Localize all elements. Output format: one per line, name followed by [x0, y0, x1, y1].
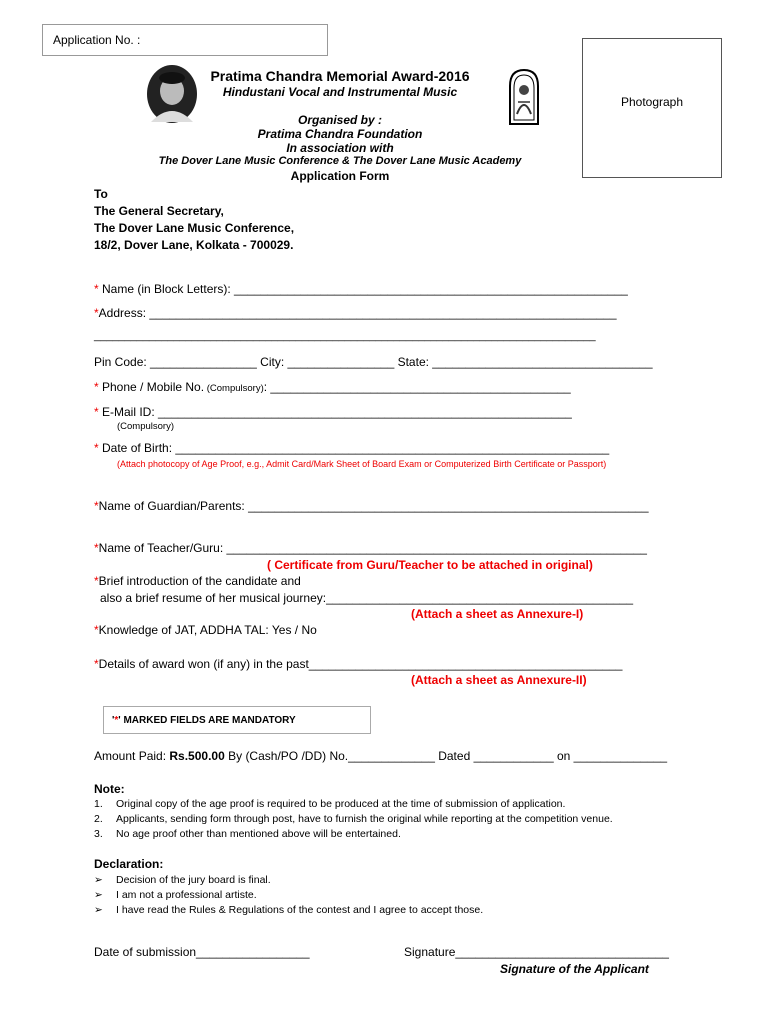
association-text: In association with — [286, 141, 394, 155]
annexure-2-note: (Attach a sheet as Annexure-II) — [411, 673, 587, 687]
required-star: * — [94, 574, 99, 588]
brief-resume-field[interactable]: also a brief resume of her musical journey:______________________________________________ — [100, 591, 634, 605]
note-title: Note: — [94, 782, 125, 796]
address-field-label: Address: ______________________________________________________________________ — [98, 306, 617, 320]
required-star: * — [94, 380, 99, 394]
guardian-field-label: Name of Guardian/Parents: ____________________________________________________________ — [98, 499, 649, 513]
teacher-field-label: Name of Teacher/Guru: _______________________________________________________________ — [98, 541, 647, 555]
phone-field-label: Phone / Mobile No. — [98, 380, 205, 394]
name-field-label: Name (in Block Letters): ___________________________________________________________ — [98, 282, 628, 296]
partners-text: The Dover Lane Music Conference & The Dover Lane Music Academy — [158, 155, 522, 167]
list-item — [94, 828, 613, 843]
quote-open: ' — [112, 715, 115, 726]
mandatory-notice-box — [103, 706, 371, 734]
organised-by: Organised by : — [297, 113, 383, 127]
foundation-name: Pratima Chandra Foundation — [257, 127, 423, 141]
list-item — [94, 889, 483, 904]
guardian-field[interactable] — [94, 499, 649, 513]
address-line-2: The Dover Lane Music Conference, — [94, 221, 295, 235]
note-text: No age proof other than mentioned above will be entertained. — [116, 828, 401, 840]
signature-field[interactable]: Signature________________________________ — [404, 945, 669, 959]
address-line-1: The General Secretary, — [94, 204, 224, 218]
address-line-3: 18/2, Dover Lane, Kolkata - 700029. — [94, 238, 294, 252]
required-star: * — [94, 541, 99, 555]
mandatory-star: * — [114, 715, 119, 726]
dob-proof-note: (Attach photocopy of Age Proof, e.g., Admit Card/Mark Sheet of Board Exam or Computerized Birth Certificate or Passport) — [117, 459, 607, 469]
amount-suffix: By (Cash/PO /DD) No._____________ Dated ____________ on ______________ — [224, 749, 668, 763]
application-no-box[interactable] — [42, 24, 328, 56]
amount-value: Rs.500.00 — [169, 749, 225, 763]
teacher-certificate-note: ( Certificate from Guru/Teacher to be attached in original) — [267, 558, 593, 572]
declaration-title: Declaration: — [94, 857, 164, 871]
required-star: * — [94, 499, 99, 513]
phone-field[interactable] — [94, 380, 571, 394]
declaration-text: I have read the Rules & Regulations of the contest and I agree to accept those. — [116, 904, 484, 916]
award-field[interactable] — [94, 657, 622, 671]
email-field[interactable] — [94, 405, 572, 419]
brief-intro-text: Brief introduction of the candidate and — [98, 574, 301, 588]
award-field-label: Details of award won (if any) in the past_______________________________________________ — [98, 657, 623, 671]
note-number: 2. — [94, 813, 103, 825]
required-star: * — [94, 405, 99, 419]
phone-field-line: : _____________________________________________ — [263, 380, 571, 394]
address-to: To — [94, 187, 108, 201]
award-subtitle: Hindustani Vocal and Instrumental Music — [222, 85, 458, 99]
address-continuation-line[interactable]: __________________________________________________________________________________ — [94, 330, 596, 342]
mandatory-text: MARKED FIELDS ARE MANDATORY — [120, 715, 296, 726]
declaration-text: I am not a professional artiste. — [116, 889, 257, 901]
date-of-submission-field[interactable]: Date of submission_________________ — [94, 945, 310, 959]
phone-compulsory-note: (Compulsory) — [204, 383, 264, 394]
address-field[interactable] — [94, 306, 617, 320]
amount-paid-field[interactable] — [94, 749, 667, 763]
amount-prefix: Amount Paid: — [94, 749, 170, 763]
list-item — [94, 813, 613, 828]
note-text: Applicants, sending form through post, have to furnish the original while reporting at the competition venue. — [116, 813, 613, 825]
pincode-city-state-field[interactable]: Pin Code: ________________ City: ________________ State: _________________________________ — [94, 355, 653, 369]
required-star: * — [94, 306, 99, 320]
declaration-list — [94, 874, 483, 919]
photograph-box — [582, 38, 722, 178]
award-title: Pratima Chandra Memorial Award-2016 — [210, 68, 470, 84]
required-star: * — [94, 623, 99, 637]
application-no-label: Application No. : — [53, 33, 141, 47]
required-star: * — [94, 282, 99, 296]
dob-field[interactable] — [94, 441, 609, 455]
name-field[interactable] — [94, 282, 628, 296]
list-item — [94, 904, 483, 919]
list-item — [94, 874, 483, 889]
knowledge-field[interactable] — [94, 623, 317, 637]
arrow-bullet-icon: ➢ — [94, 874, 103, 886]
dob-field-label: Date of Birth: _________________________________________________________________ — [98, 441, 610, 455]
quote-close: ' — [118, 715, 121, 726]
note-text: Original copy of the age proof is required to be produced at the time of submission of application. — [116, 798, 566, 810]
required-star: * — [94, 441, 99, 455]
note-list — [94, 798, 613, 843]
required-star: * — [94, 657, 99, 671]
form-title: Application Form — [290, 169, 390, 183]
note-number: 1. — [94, 798, 103, 810]
email-compulsory-note: (Compulsory) — [117, 421, 175, 432]
knowledge-field-label: Knowledge of JAT, ADDHA TAL: Yes / No — [98, 623, 317, 637]
email-field-label: E-Mail ID: ______________________________________________________________ — [98, 405, 572, 419]
note-number: 3. — [94, 828, 103, 840]
list-item — [94, 798, 613, 813]
brief-intro-label — [94, 574, 301, 588]
photograph-label: Photograph — [620, 95, 684, 109]
signature-caption: Signature of the Applicant — [500, 962, 649, 976]
annexure-1-note: (Attach a sheet as Annexure-I) — [411, 607, 584, 621]
declaration-text: Decision of the jury board is final. — [116, 874, 271, 886]
arrow-bullet-icon: ➢ — [94, 904, 103, 916]
arrow-bullet-icon: ➢ — [94, 889, 103, 901]
teacher-field[interactable] — [94, 541, 647, 555]
